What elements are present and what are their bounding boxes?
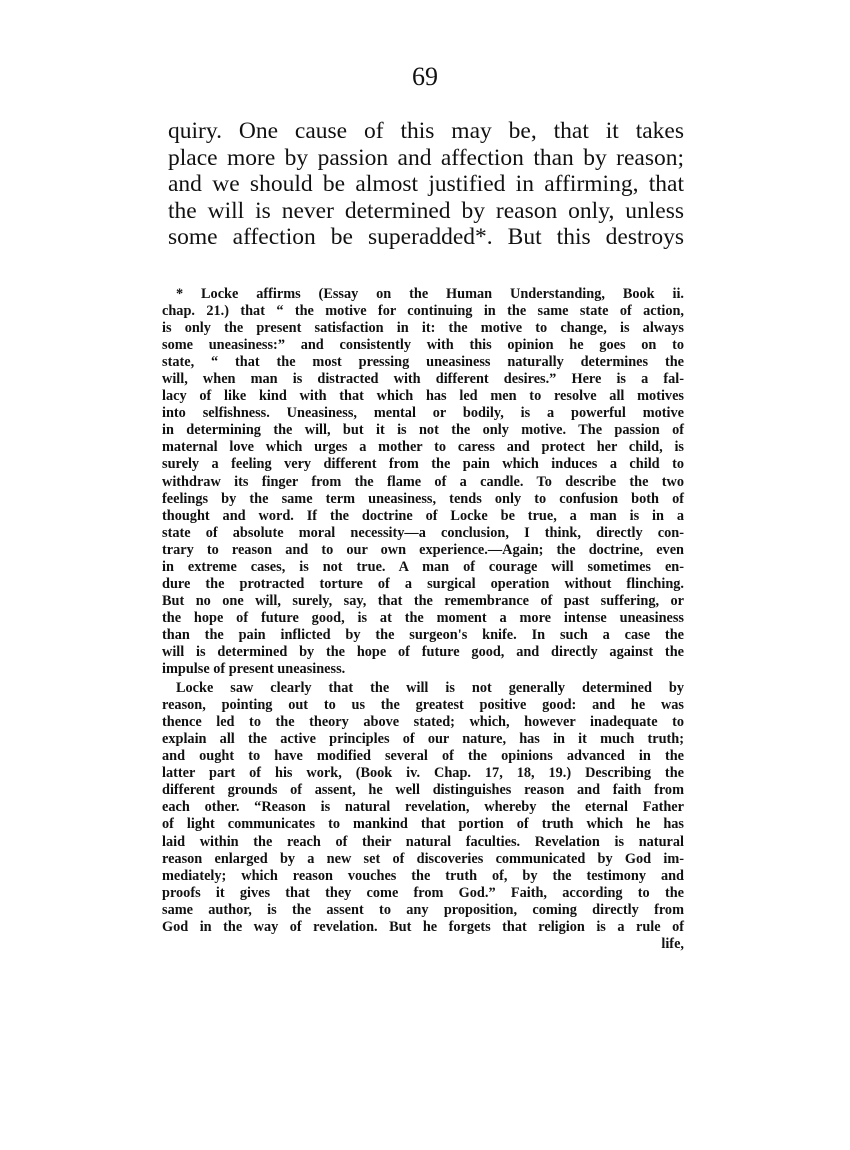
footnote-line: reason enlarged by a new set of discoveries communicated by God im- <box>162 850 684 867</box>
footnote-line: the hope of future good, is at the moment a more intense uneasiness <box>162 609 684 626</box>
body-line: the will is never determined by reason only, unless <box>168 197 684 224</box>
footnote-line: But no one will, surely, say, that the remembrance of past suffering, or <box>162 592 684 609</box>
footnote-line: in extreme cases, is not true. A man of courage will sometimes en- <box>162 558 684 575</box>
footnote-line: Locke saw clearly that the will is not generally determined by <box>176 680 684 697</box>
footnote-line: different grounds of assent, he well distinguishes reason and faith from <box>162 782 684 799</box>
footnote-line: some uneasiness:” and consistently with this opinion he goes on to <box>162 337 684 354</box>
footnote-line: state of absolute moral necessity—a conclusion, I think, directly con- <box>162 524 684 541</box>
footnote-line: withdraw its finger from the flame of a candle. To describe the two <box>162 473 684 490</box>
footnote-line: thence led to the theory above stated; which, however inadequate to <box>162 714 684 731</box>
footnote-line: mediately; which reason vouches the truth of, by the testimony and <box>162 867 684 884</box>
footnote-paragraph-1 <box>162 286 684 678</box>
footnote <box>162 286 684 953</box>
footnote-line: surely a feeling very different from the pain which induces a child to <box>162 456 684 473</box>
footnote-line: impulse of present uneasiness. <box>162 661 346 678</box>
body-line: place more by passion and affection than by reason; <box>168 144 684 171</box>
footnote-line: of light communicates to mankind that portion of truth which he has <box>162 816 684 833</box>
footnote-line: God in the way of revelation. But he forgets that religion is a rule of <box>162 918 684 935</box>
footnote-line: lacy of like kind with that which has led men to resolve all motives <box>162 388 684 405</box>
footnote-line: and ought to have modified several of the opinions advanced in the <box>162 748 684 765</box>
footnote-line: laid within the reach of their natural faculties. Revelation is natural <box>162 833 684 850</box>
footnote-line: into selfishness. Uneasiness, mental or bodily, is a powerful motive <box>162 405 684 422</box>
footnote-line: proofs it gives that they come from God.” Faith, according to the <box>162 884 684 901</box>
footnote-line: reason, pointing out to us the greatest positive good: and he was <box>162 697 684 714</box>
footnote-line: will, when man is distracted with different desires.” Here is a fal- <box>162 371 684 388</box>
footnote-line: in determining the will, but it is not the only motive. The passion of <box>162 422 684 439</box>
footnote-line: thought and word. If the doctrine of Locke be true, a man is in a <box>162 507 684 524</box>
body-line: some affection be superadded*. But this destroys <box>168 224 684 251</box>
footnote-line: maternal love which urges a mother to caress and protect her child, is <box>162 439 684 456</box>
footnote-line: feelings by the same term uneasiness, tends only to confusion both of <box>162 490 684 507</box>
page-number: 69 <box>412 62 438 91</box>
body-line: quiry. One cause of this may be, that it takes <box>168 118 684 144</box>
footnote-line: will is determined by the hope of future good, and directly against the <box>162 643 684 660</box>
footnote-line: dure the protracted torture of a surgical operation without flinching. <box>162 575 684 592</box>
footnote-line: latter part of his work, (Book iv. Chap. 17, 18, 19.) Describing the <box>162 765 684 782</box>
footnote-line: is only the present satisfaction in it: the motive to change, is always <box>162 320 684 337</box>
footnote-line: state, “ that the most pressing uneasiness naturally determines the <box>162 354 684 371</box>
footnote-line: trary to reason and to our own experience.—Again; the doctrine, even <box>162 541 684 558</box>
footnote-line: same author, is the assent to any proposition, coming directly from <box>162 901 684 918</box>
body-line: and we should be almost justified in affirming, that <box>168 171 684 198</box>
footnote-line: chap. 21.) that “ the motive for continuing in the same state of action, <box>162 303 684 320</box>
footnote-line: * Locke affirms (Essay on the Human Understanding, Book ii. <box>176 286 684 302</box>
catchword: life, <box>661 935 684 952</box>
footnote-line: than the pain inflicted by the surgeon's knife. In such a case the <box>162 626 684 643</box>
main-body-text <box>168 118 684 251</box>
footnote-line: explain all the active principles of our nature, has in it much truth; <box>162 731 684 748</box>
footnote-paragraph-2 <box>162 680 684 953</box>
footnote-line: each other. “Reason is natural revelation, whereby the eternal Father <box>162 799 684 816</box>
